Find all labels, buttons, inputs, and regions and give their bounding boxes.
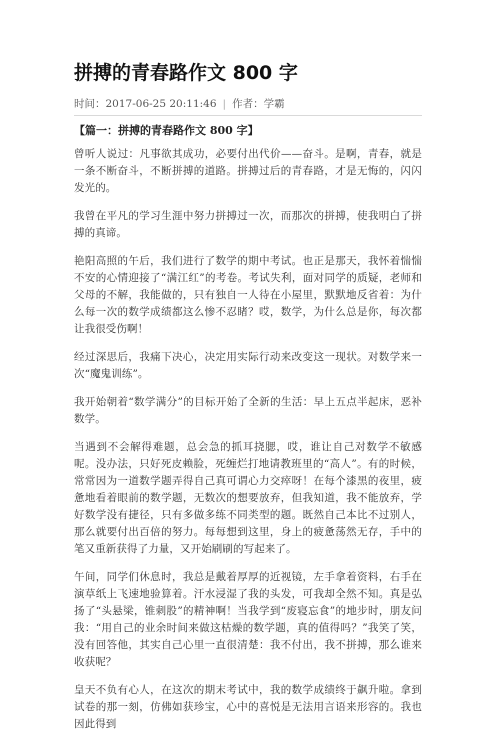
article-body <box>74 146 422 744</box>
paragraph: 皇天不负有心人，在这次的期末考试中，我的数学成绩终于飙升啦。拿到试卷的那一刻，仿佛如获珍宝，心中的喜悦是无法用言语来形容的。我也因此得到 <box>74 684 422 730</box>
paragraph: 曾听人说过：凡事欲其成功，必要付出代价——奋斗。是啊，青春，就是一条不断奋斗，不断拼搏的道路。拼搏过后的青春路，才是无悔的，闪闪发光的。 <box>74 148 422 194</box>
paragraph: 午间，同学们休息时，我总是戴着厚厚的近视镜，左手拿着资料，右手在演草纸上飞速地验算着。汗水浸湿了我的头发，可我却全然不知。真是弘扬了“头悬梁，锥刺股”的精神啊！当我学到“废寝忘食”的地步时，朋友问我：“用自己的业余时间来做这枯燥的数学题，真的值得吗？”我笑了笑，没有回答他，其实自己心里一直很清楚：我不付出，我不拼搏，那么谁来收获呢？ <box>74 571 422 668</box>
publish-time: 2017-06-25 20:11:46 <box>105 98 217 110</box>
meta-separator: | <box>222 98 227 110</box>
paragraph: 当遇到不会解得难题，总会急的抓耳挠腮，哎，谁让自己对数学不敏感呢。没办法，只好死皮赖脸，死缠烂打地请教班里的“高人”。有的时候，常常因为一道数学题弄得自己真可谓心力交瘁呀！在每个漆黑的夜里，疲惫地看着眼前的数学题，无数次的想要放弃，但我知道，我不能放弃，学好数学没有捷径，只有多做多练不同类型的题。既然自己本比不过别人，那么就要付出百倍的努力。每每想到这里，身上的疲惫荡然无存，手中的笔又重新获得了力量，又开始刷刷的写起来了。 <box>74 441 422 555</box>
author-name: 学霸 <box>263 98 285 110</box>
section-title: 【篇一：拼搏的青春路作文 800 字】 <box>74 124 259 137</box>
paragraph: 我曾在平凡的学习生涯中努力拼搏过一次，而那次的拼搏，使我明白了拼搏的真谛。 <box>74 210 422 239</box>
paragraph: 艳阳高照的午后，我们进行了数学的期中考试。也正是那天，我怀着惴惴不安的心情迎接了“满江红”的考卷。考试失利，面对同学的质疑，老师和父母的不解，我能做的，只有独自一人待在小屋里，默默地反省着：为什么每一次的数学成绩都这么惨不忍睹？哎，数学，为什么总是你，每次都让我很受伤啊！ <box>74 255 422 335</box>
author-label: 作者： <box>232 98 264 110</box>
article-meta <box>74 96 285 111</box>
header-divider <box>74 115 422 116</box>
paragraph: 我开始朝着“数学满分”的目标开始了全新的生活：早上五点半起床，恶补数学。 <box>74 396 422 425</box>
time-label: 时间： <box>74 98 106 110</box>
page-title: 拼搏的青春路作文 800 字 <box>74 62 298 84</box>
paragraph: 经过深思后，我痛下决心，决定用实际行动来改变这一现状。对数学来一次“魔鬼训练”。 <box>74 351 422 380</box>
